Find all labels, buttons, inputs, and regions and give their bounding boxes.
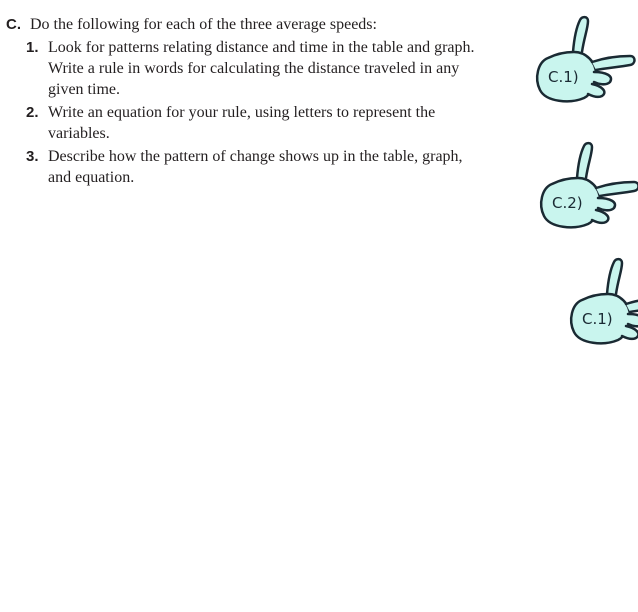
- item-number: 1.: [26, 39, 39, 56]
- item-number: 2.: [26, 104, 39, 121]
- item-number: 3.: [26, 148, 39, 165]
- item-text: Write an equation for your rule, using letters to represent the variables.: [48, 104, 436, 142]
- item-text: Look for patterns relating distance and time in the table and graph. Write a rule in words for calculating the distance traveled in any given time.: [48, 39, 475, 98]
- problem-item-3: [6, 146, 488, 188]
- problem-item-2: [6, 102, 488, 144]
- problem-item-1: [6, 37, 488, 100]
- item-text: Describe how the pattern of change shows up in the table, graph, and equation.: [48, 148, 463, 186]
- problem-prompt: [6, 14, 506, 35]
- pointing-hand-icon: [552, 254, 638, 349]
- annotation-label: C.1): [548, 68, 579, 86]
- annotation-hand-c1[interactable]: [518, 12, 638, 107]
- problem-label: C.: [6, 16, 21, 33]
- problem-item-list: [6, 37, 506, 188]
- problem-c: [6, 14, 506, 188]
- annotation-hand-c1-second[interactable]: [552, 254, 638, 349]
- pointing-hand-icon: [522, 138, 638, 233]
- annotation-hand-c2[interactable]: [522, 138, 638, 233]
- annotation-label: C.1): [582, 310, 613, 328]
- pointing-hand-icon: [518, 12, 638, 107]
- annotation-label: C.2): [552, 194, 583, 212]
- problem-prompt-text: Do the following for each of the three average speeds:: [30, 16, 377, 33]
